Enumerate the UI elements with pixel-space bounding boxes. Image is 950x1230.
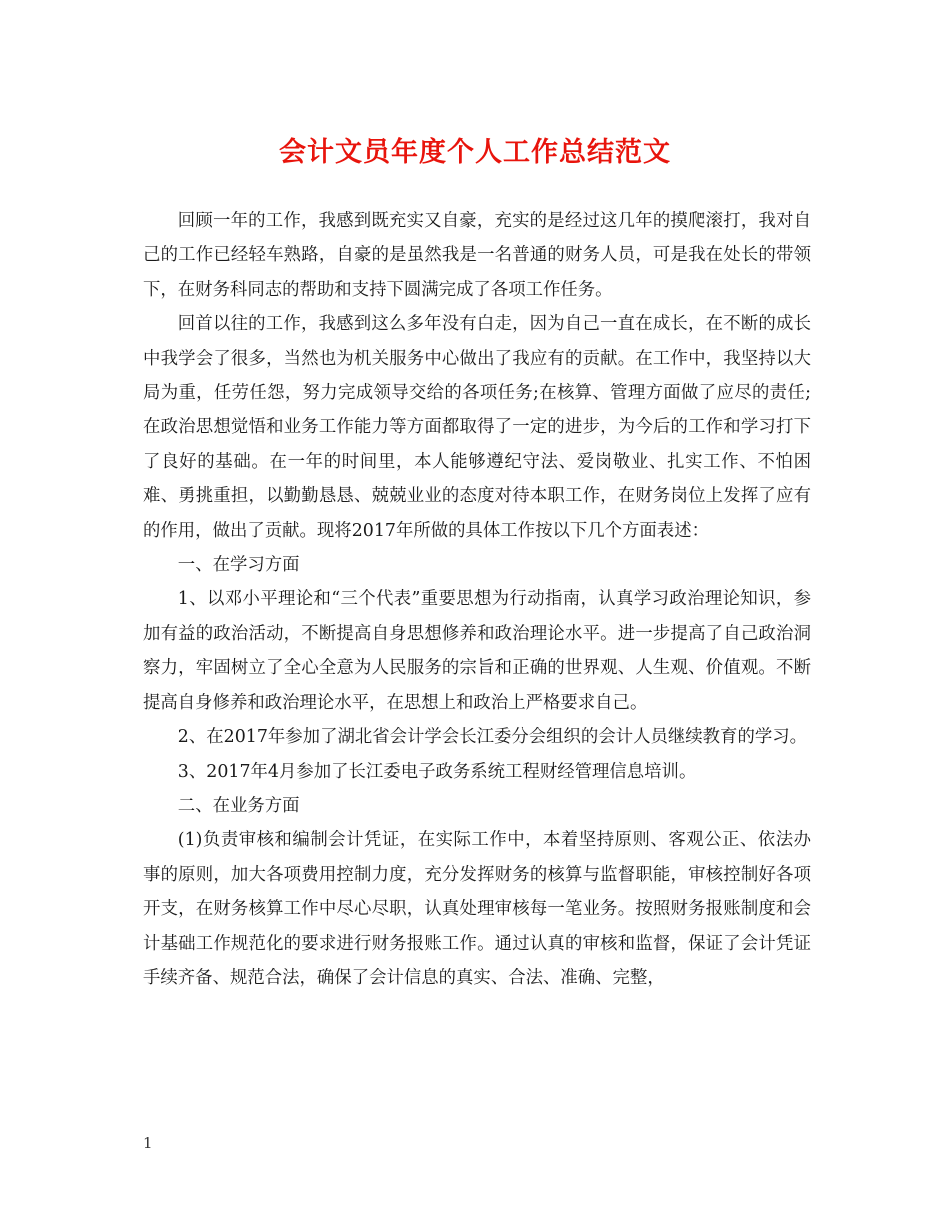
paragraph: 2、在2017年参加了湖北省会计学会长江委分会组织的会计人员继续教育的学习。 <box>177 727 808 748</box>
paragraph: 3、2017年4月参加了长江委电子政务系统工程财经管理信息培训。 <box>177 761 697 782</box>
page-number: 1 <box>143 1134 153 1152</box>
paragraph: (1)负责审核和编制会计凭证，在实际工作中，本着坚持原则、客观公正、依法办事的原则，加大各项费用控制力度，充分发挥财务的核算与监督职能，审核控制好各项开支，在财务核算工作中尽心尽职，认真处理审核每一笔业务。按照财务报账制度和会计基础工作规范化的要求进行财务报账工作。通过认真的审核和监督，保证了会计凭证手续齐备、规范合法，确保了会计信息的真实、合法、准确、完整， <box>143 830 811 988</box>
paragraph: 回顾一年的工作，我感到既充实又自豪，充实的是经过这几年的摸爬滚打，我对自己的工作已经轻车熟路，自豪的是虽然我是一名普通的财务人员，可是我在处长的带领下，在财务科同志的帮助和支持下圆满完成了各项工作任务。 <box>143 211 811 300</box>
section-heading: 二、在业务方面 <box>177 795 300 816</box>
document-title: 会计文员年度个人工作总结范文 <box>279 137 671 168</box>
document-body <box>143 204 811 995</box>
section-heading: 一、在学习方面 <box>177 555 300 576</box>
paragraph: 回首以往的工作，我感到这么多年没有白走，因为自己一直在成长，在不断的成长中我学会了很多，当然也为机关服务中心做出了我应有的贡献。在工作中，我坚持以大局为重，任劳任怨，努力完成领导交给的各项任务;在核算、管理方面做了应尽的责任;在政治思想觉悟和业务工作能力等方面都取得了一定的进步，为今后的工作和学习打下了良好的基础。在一年的时间里，本人能够遵纪守法、爱岗敬业、扎实工作、不怕困难、勇挑重担，以勤勤恳恳、兢兢业业的态度对待本职工作，在财务岗位上发挥了应有的作用，做出了贡献。现将2017年所做的具体工作按以下几个方面表述： <box>143 314 811 541</box>
paragraph: 1、以邓小平理论和“三个代表”重要思想为行动指南，认真学习政治理论知识，参加有益的政治活动，不断提高自身思想修养和政治理论水平。进一步提高了自己政治洞察力，牢固树立了全心全意为人民服务的宗旨和正确的世界观、人生观、价值观。不断提高自身修养和政治理论水平，在思想上和政治上严格要求自己。 <box>143 589 811 713</box>
